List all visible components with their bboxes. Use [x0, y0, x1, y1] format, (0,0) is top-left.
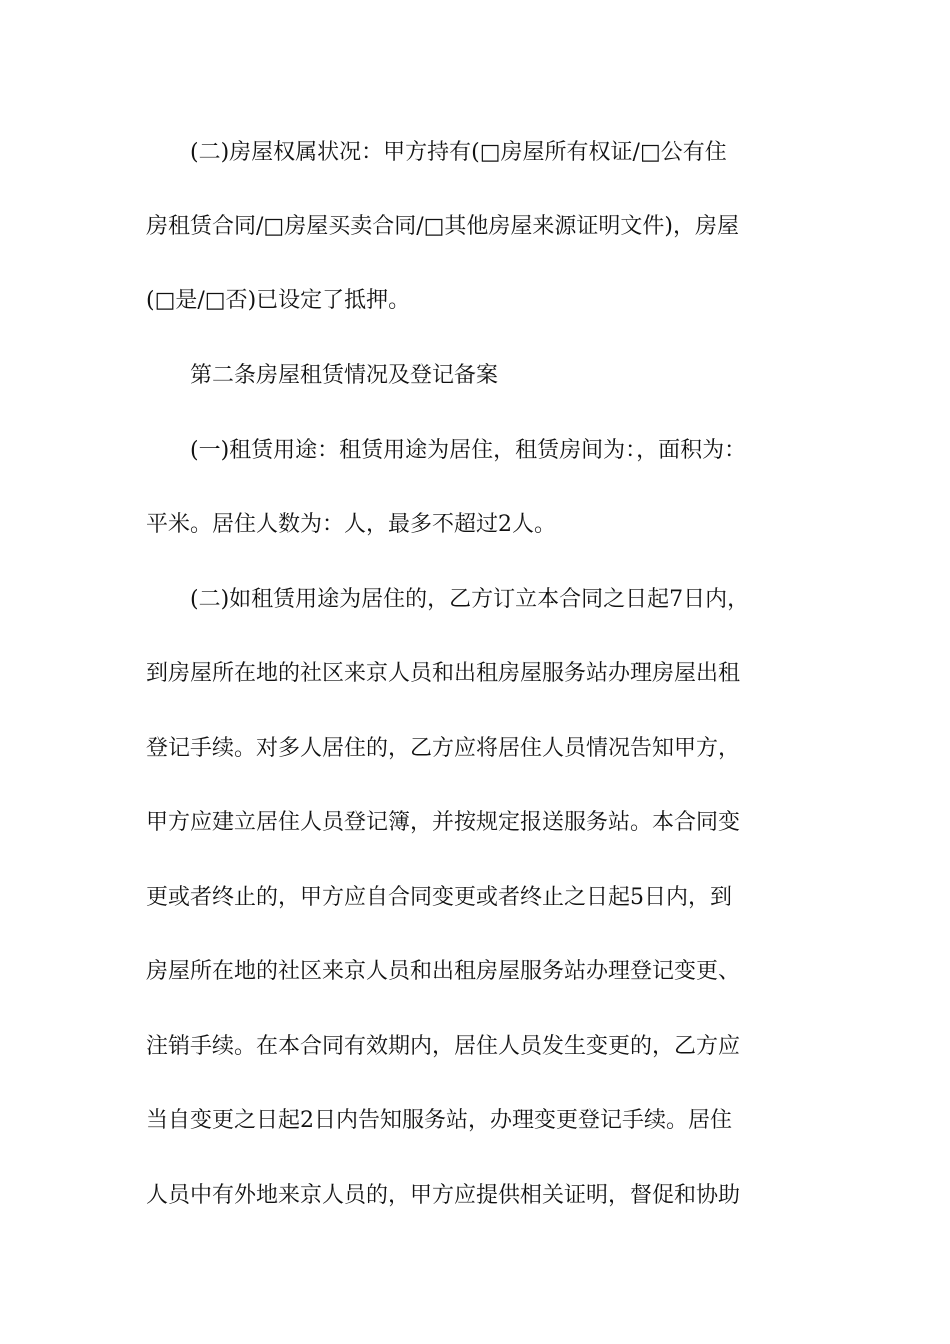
section-heading: 第二条房屋租赁情况及登记备案: [190, 363, 499, 388]
paragraph-line: 人员中有外地来京人员的，甲方应提供相关证明，督促和协助: [146, 1183, 741, 1208]
paragraph-line: (一)租赁用途：租赁用途为居住，租赁房间为：，面积为：: [190, 438, 747, 463]
paragraph-line: 登记手续。对多人居住的，乙方应将居住人员情况告知甲方，: [146, 736, 741, 761]
paragraph-line: (二)如租赁用途为居住的，乙方订立本合同之日起7日内，: [190, 587, 750, 612]
paragraph-line: 更或者终止的，甲方应自合同变更或者终止之日起5日内，到: [146, 885, 732, 910]
paragraph-line: 平米。居住人数为：人，最多不超过2人。: [146, 512, 556, 537]
paragraph-line: 注销手续。在本合同有效期内，居住人员发生变更的，乙方应: [146, 1034, 741, 1059]
paragraph-line: 甲方应建立居住人员登记簿，并按规定报送服务站。本合同变: [146, 810, 741, 835]
paragraph-line: (□是/□否)已设定了抵押。: [146, 288, 411, 313]
paragraph-line: 房租赁合同/□房屋买卖合同/□其他房屋来源证明文件)，房屋: [146, 214, 739, 239]
paragraph-line: 房屋所在地的社区来京人员和出租房屋服务站办理登记变更、: [146, 959, 741, 984]
paragraph-line: (二)房屋权属状况：甲方持有(□房屋所有权证/□公有住: [190, 140, 727, 165]
paragraph-line: 当自变更之日起2日内告知服务站，办理变更登记手续。居住: [146, 1108, 732, 1133]
paragraph-line: 到房屋所在地的社区来京人员和出租房屋服务站办理房屋出租: [146, 661, 741, 686]
